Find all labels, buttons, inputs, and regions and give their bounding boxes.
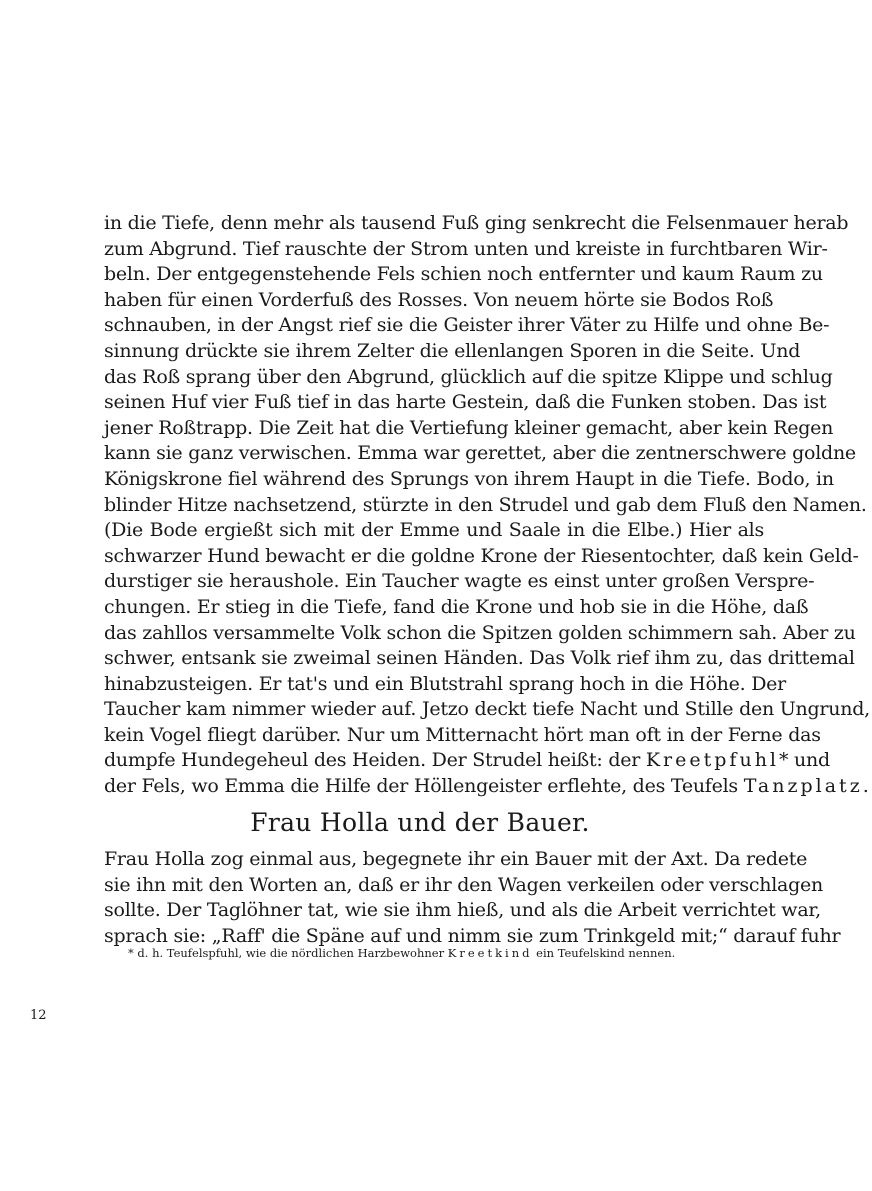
text-line: Königskrone fiel während des Sprungs von ihrem Haupt in die Tiefe. Bodo, in xyxy=(104,467,834,490)
section-heading: Frau Holla und der Bauer. xyxy=(250,808,590,837)
spaced-term-kreetpfuhl: Kreetpfuhl xyxy=(645,749,780,772)
text-line: (Die Bode ergießt sich mit der Emme und Saale in die Elbe.) Hier als xyxy=(104,519,764,542)
text-line: sinnung drückte sie ihrem Zelter die ellenlangen Sporen in die Seite. Und xyxy=(104,339,801,362)
text-line xyxy=(104,774,872,800)
text-line: das Roß sprang über den Abgrund, glücklich auf die spitze Klippe und schlug xyxy=(104,365,833,388)
text-line xyxy=(104,748,830,774)
text-line: schwer, entsank sie zweimal seinen Händen. Das Volk rief ihm zu, das drittemal xyxy=(104,647,855,670)
text-line: chungen. Er stieg in die Tiefe, fand die Krone und hob sie in die Höhe, daß xyxy=(104,595,809,618)
page-number: 12 xyxy=(30,1008,47,1023)
text-line: beln. Der entgegenstehende Fels schien noch entfernter und kaum Raum zu xyxy=(104,263,823,286)
spaced-term-tanzplatz: Tanzplatz. xyxy=(743,775,872,798)
text-line: in die Tiefe, denn mehr als tausend Fuß ging senkrecht die Felsenmauer herab xyxy=(104,212,849,234)
footnote-text: ein Teufelskind nennen. xyxy=(536,946,676,960)
text-line: kein Vogel fliegt darüber. Nur um Mitternacht hört man oft in der Ferne das xyxy=(104,723,821,746)
text-line: sprach sie: „Raff' die Späne auf und nimm sie zum Trinkgeld mit;“ darauf fuhr xyxy=(104,924,841,947)
text-line: durstiger sie heraushole. Ein Taucher wagte es einst unter großen Verspre- xyxy=(104,570,815,593)
text-line: hinabzusteigen. Er tat's und ein Blutstrahl sprang hoch in die Höhe. Der xyxy=(104,672,787,695)
text-line: seinen Huf vier Fuß tief in das harte Gestein, daß die Funken stoben. Das ist xyxy=(104,391,827,414)
text-line: haben für einen Vorderfuß des Rosses. Von neuem hörte sie Bodos Roß xyxy=(104,288,774,311)
text-line: zum Abgrund. Tief rauschte der Strom unten und kreiste in furchtbaren Wir- xyxy=(104,237,828,260)
text-line: Taucher kam nimmer wieder auf. Jetzo deckt tiefe Nacht und Stille den Ungrund, xyxy=(104,698,870,721)
story-body xyxy=(104,211,872,800)
footnote-marker: * und xyxy=(779,749,830,772)
text-segment: der Fels, wo Emma die Hilfe der Höllengeister erflehte, des Teufels xyxy=(104,775,738,798)
text-segment: dumpfe Hundegeheul des Heiden. Der Strudel heißt: der xyxy=(104,749,641,772)
footnote-spaced-term: Kreetkind xyxy=(447,946,533,960)
footnote-text: * d. h. Teufelspfuhl, wie die nördlichen Harzbewohner xyxy=(128,946,445,960)
text-line: Frau Holla zog einmal aus, begegnete ihr ein Bauer mit der Axt. Da redete xyxy=(104,848,808,870)
text-line: schwarzer Hund bewacht er die goldne Krone der Riesentochter, daß kein Geld- xyxy=(104,544,859,567)
text-line: sollte. Der Taglöhner tat, wie sie ihm hieß, und als die Arbeit verrichtet war, xyxy=(104,899,821,922)
footnote xyxy=(128,944,768,962)
text-line: das zahllos versammelte Volk schon die Spitzen golden schimmern sah. Aber zu xyxy=(104,621,856,644)
text-line: jener Roßtrapp. Die Zeit hat die Vertiefung kleiner gemacht, aber kein Regen xyxy=(104,416,834,439)
text-line: sie ihn mit den Worten an, daß er ihr den Wagen verkeilen oder verschlagen xyxy=(104,873,824,896)
text-line: kann sie ganz verwischen. Emma war gerettet, aber die zentnerschwere goldne xyxy=(104,442,856,465)
story-body-2 xyxy=(104,847,841,949)
text-line: schnauben, in der Angst rief sie die Geister ihrer Väter zu Hilfe und ohne Be- xyxy=(104,314,830,337)
text-line: blinder Hitze nachsetzend, stürzte in den Strudel und gab dem Fluß den Namen. xyxy=(104,493,867,516)
